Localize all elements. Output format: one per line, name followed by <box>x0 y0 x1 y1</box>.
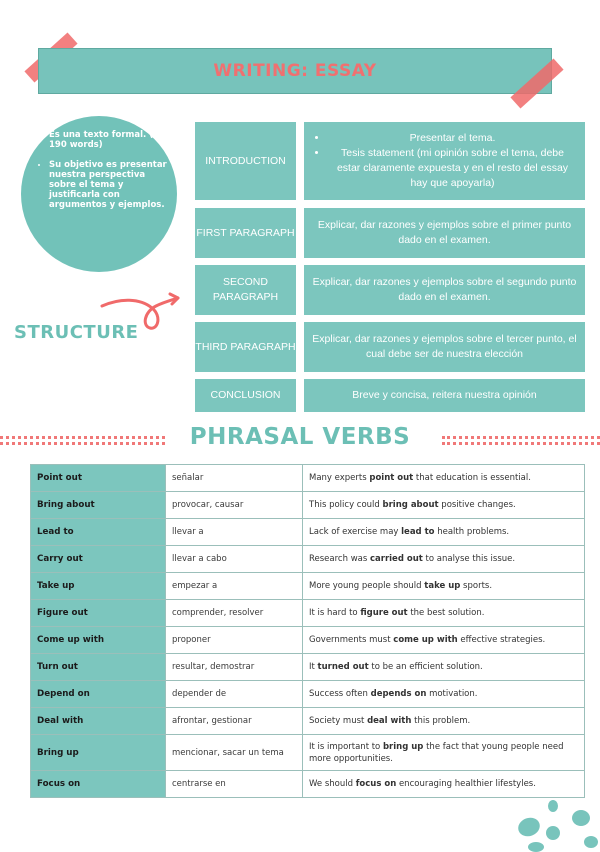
structure-part-second <box>195 265 296 315</box>
example-cell <box>303 681 585 708</box>
example-highlight: come up with <box>393 635 458 645</box>
structure-desc-text: Explicar, dar razones y ejemplos sobre el segundo punto dado en el examen. <box>312 276 577 303</box>
structure-desc-text: Explicar, dar razones y ejemplos sobre el tercer punto, el cual debe ser de nuestra elección <box>312 333 577 360</box>
example-cell <box>303 654 585 681</box>
verb-cell: Take up <box>31 573 166 600</box>
verb-cell: Depend on <box>31 681 166 708</box>
table-row <box>31 735 585 771</box>
example-text: the best solution. <box>407 608 485 618</box>
decorative-dot <box>572 810 590 826</box>
meaning-cell: empezar a <box>166 573 303 600</box>
structure-desc-item: • Tesis statement (mi opinión sobre el tema, debe estar claramente expuesta y en el resto del essay hay que apoyarla) <box>328 146 577 191</box>
example-text: It is hard to <box>309 608 361 618</box>
example-highlight: figure out <box>360 608 408 618</box>
example-cell <box>303 465 585 492</box>
example-text: This policy could <box>309 500 383 510</box>
verb-cell: Bring up <box>31 735 166 771</box>
verb-cell: Carry out <box>31 546 166 573</box>
meaning-cell: comprender, resolver <box>166 600 303 627</box>
structure-desc-first <box>304 208 585 258</box>
meaning-cell: depender de <box>166 681 303 708</box>
intro-bullet-list <box>37 130 175 220</box>
example-text: It <box>309 662 318 672</box>
example-text: positive changes. <box>438 500 516 510</box>
example-cell <box>303 771 585 798</box>
example-text: Research was <box>309 554 370 564</box>
example-highlight: bring up <box>382 741 424 752</box>
meaning-cell: resultar, demostrar <box>166 654 303 681</box>
intro-desc-list <box>312 131 577 191</box>
example-text: sports. <box>460 581 493 591</box>
example-text: More young people should <box>309 581 425 591</box>
example-cell <box>303 600 585 627</box>
structure-desc-text: Explicar, dar razones y ejemplos sobre el primer punto dado en el examen. <box>317 219 572 246</box>
verb-cell: Come up with <box>31 627 166 654</box>
example-highlight: bring about <box>382 500 439 510</box>
meaning-cell: mencionar, sacar un tema <box>166 735 303 771</box>
structure-part-label: THIRD PARAGRAPH <box>195 340 296 353</box>
structure-part-first <box>195 208 296 258</box>
example-cell <box>303 573 585 600</box>
structure-part-conclusion <box>195 379 296 412</box>
example-text: encouraging healthier lifestyles. <box>396 779 536 789</box>
decorative-dot <box>516 815 543 839</box>
verb-cell: Turn out <box>31 654 166 681</box>
example-cell <box>303 627 585 654</box>
dotted-divider-right <box>442 442 600 445</box>
example-text: health problems. <box>434 527 510 537</box>
structure-desc-introduction <box>304 122 585 200</box>
page-title: WRITING: ESSAY <box>213 61 377 81</box>
example-highlight: focus on <box>355 779 397 789</box>
example-text: motivation. <box>426 689 478 699</box>
example-text: We should <box>309 779 356 789</box>
intro-bullet: • Su objetivo es presentar nuestra perspectiva sobre el tema y justificarla con argumentos y ejemplos. <box>49 160 175 210</box>
meaning-cell: llevar a cabo <box>166 546 303 573</box>
table-row <box>31 600 585 627</box>
example-text: Success often <box>309 689 371 699</box>
structure-part-label: INTRODUCTION <box>205 154 286 167</box>
structure-desc-third <box>304 322 585 372</box>
example-highlight: turned out <box>317 662 369 672</box>
structure-desc-second <box>304 265 585 315</box>
intro-circle <box>21 116 177 272</box>
structure-label: STRUCTURE <box>14 322 139 343</box>
structure-part-third <box>195 322 296 372</box>
table-row <box>31 546 585 573</box>
example-cell <box>303 708 585 735</box>
meaning-cell: provocar, causar <box>166 492 303 519</box>
example-highlight: deal with <box>367 716 412 726</box>
meaning-cell: llevar a <box>166 519 303 546</box>
meaning-cell: señalar <box>166 465 303 492</box>
example-text: Society must <box>309 716 368 726</box>
structure-part-label: FIRST PARAGRAPH <box>196 226 295 239</box>
decorative-dot <box>548 800 558 812</box>
example-text: It is important to <box>309 741 383 752</box>
example-cell <box>303 735 585 771</box>
example-text: the fact that young people need more opportunities. <box>309 741 564 764</box>
decorative-dot <box>528 842 544 852</box>
verb-cell: Bring about <box>31 492 166 519</box>
table-row <box>31 465 585 492</box>
example-text: Many experts <box>309 473 370 483</box>
example-highlight: carried out <box>369 554 423 564</box>
example-text: this problem. <box>411 716 471 726</box>
example-text: that education is essential. <box>413 473 531 483</box>
meaning-cell: proponer <box>166 627 303 654</box>
verb-cell: Point out <box>31 465 166 492</box>
title-banner <box>38 48 552 94</box>
example-cell <box>303 519 585 546</box>
example-text: effective strategies. <box>457 635 546 645</box>
table-row <box>31 681 585 708</box>
example-text: to be an efficient solution. <box>368 662 483 672</box>
phrasal-verbs-title: PHRASAL VERBS <box>189 424 411 450</box>
table-row <box>31 654 585 681</box>
table-row <box>31 492 585 519</box>
meaning-cell: afrontar, gestionar <box>166 708 303 735</box>
verb-cell: Lead to <box>31 519 166 546</box>
example-highlight: depends on <box>370 689 427 699</box>
example-text: Governments must <box>309 635 394 645</box>
structure-part-label: SECOND PARAGRAPH <box>212 276 279 303</box>
table-row <box>31 708 585 735</box>
example-text: to analyse this issue. <box>422 554 516 564</box>
example-cell <box>303 492 585 519</box>
structure-part-label: CONCLUSION <box>210 389 281 401</box>
table-row <box>31 627 585 654</box>
table-row <box>31 573 585 600</box>
example-cell <box>303 546 585 573</box>
table-row <box>31 519 585 546</box>
table-row <box>31 771 585 798</box>
verb-cell: Focus on <box>31 771 166 798</box>
phrasal-verbs-table <box>30 464 585 798</box>
verb-cell: Deal with <box>31 708 166 735</box>
intro-bullet: • Es una texto formal. (140-190 words) <box>49 130 175 150</box>
example-text: Lack of exercise may <box>309 527 402 537</box>
structure-desc-conclusion <box>304 379 585 412</box>
example-highlight: point out <box>369 473 414 483</box>
dotted-divider-right <box>442 436 600 439</box>
example-highlight: take up <box>424 581 461 591</box>
verb-cell: Figure out <box>31 600 166 627</box>
structure-part-introduction <box>195 122 296 200</box>
meaning-cell: centrarse en <box>166 771 303 798</box>
structure-desc-text: Breve y concisa, reitera nuestra opinión <box>352 389 537 401</box>
example-highlight: lead to <box>401 527 435 537</box>
decorative-dot <box>546 826 560 840</box>
structure-desc-item: • Presentar el tema. <box>328 131 577 146</box>
decorative-dot <box>584 836 598 848</box>
